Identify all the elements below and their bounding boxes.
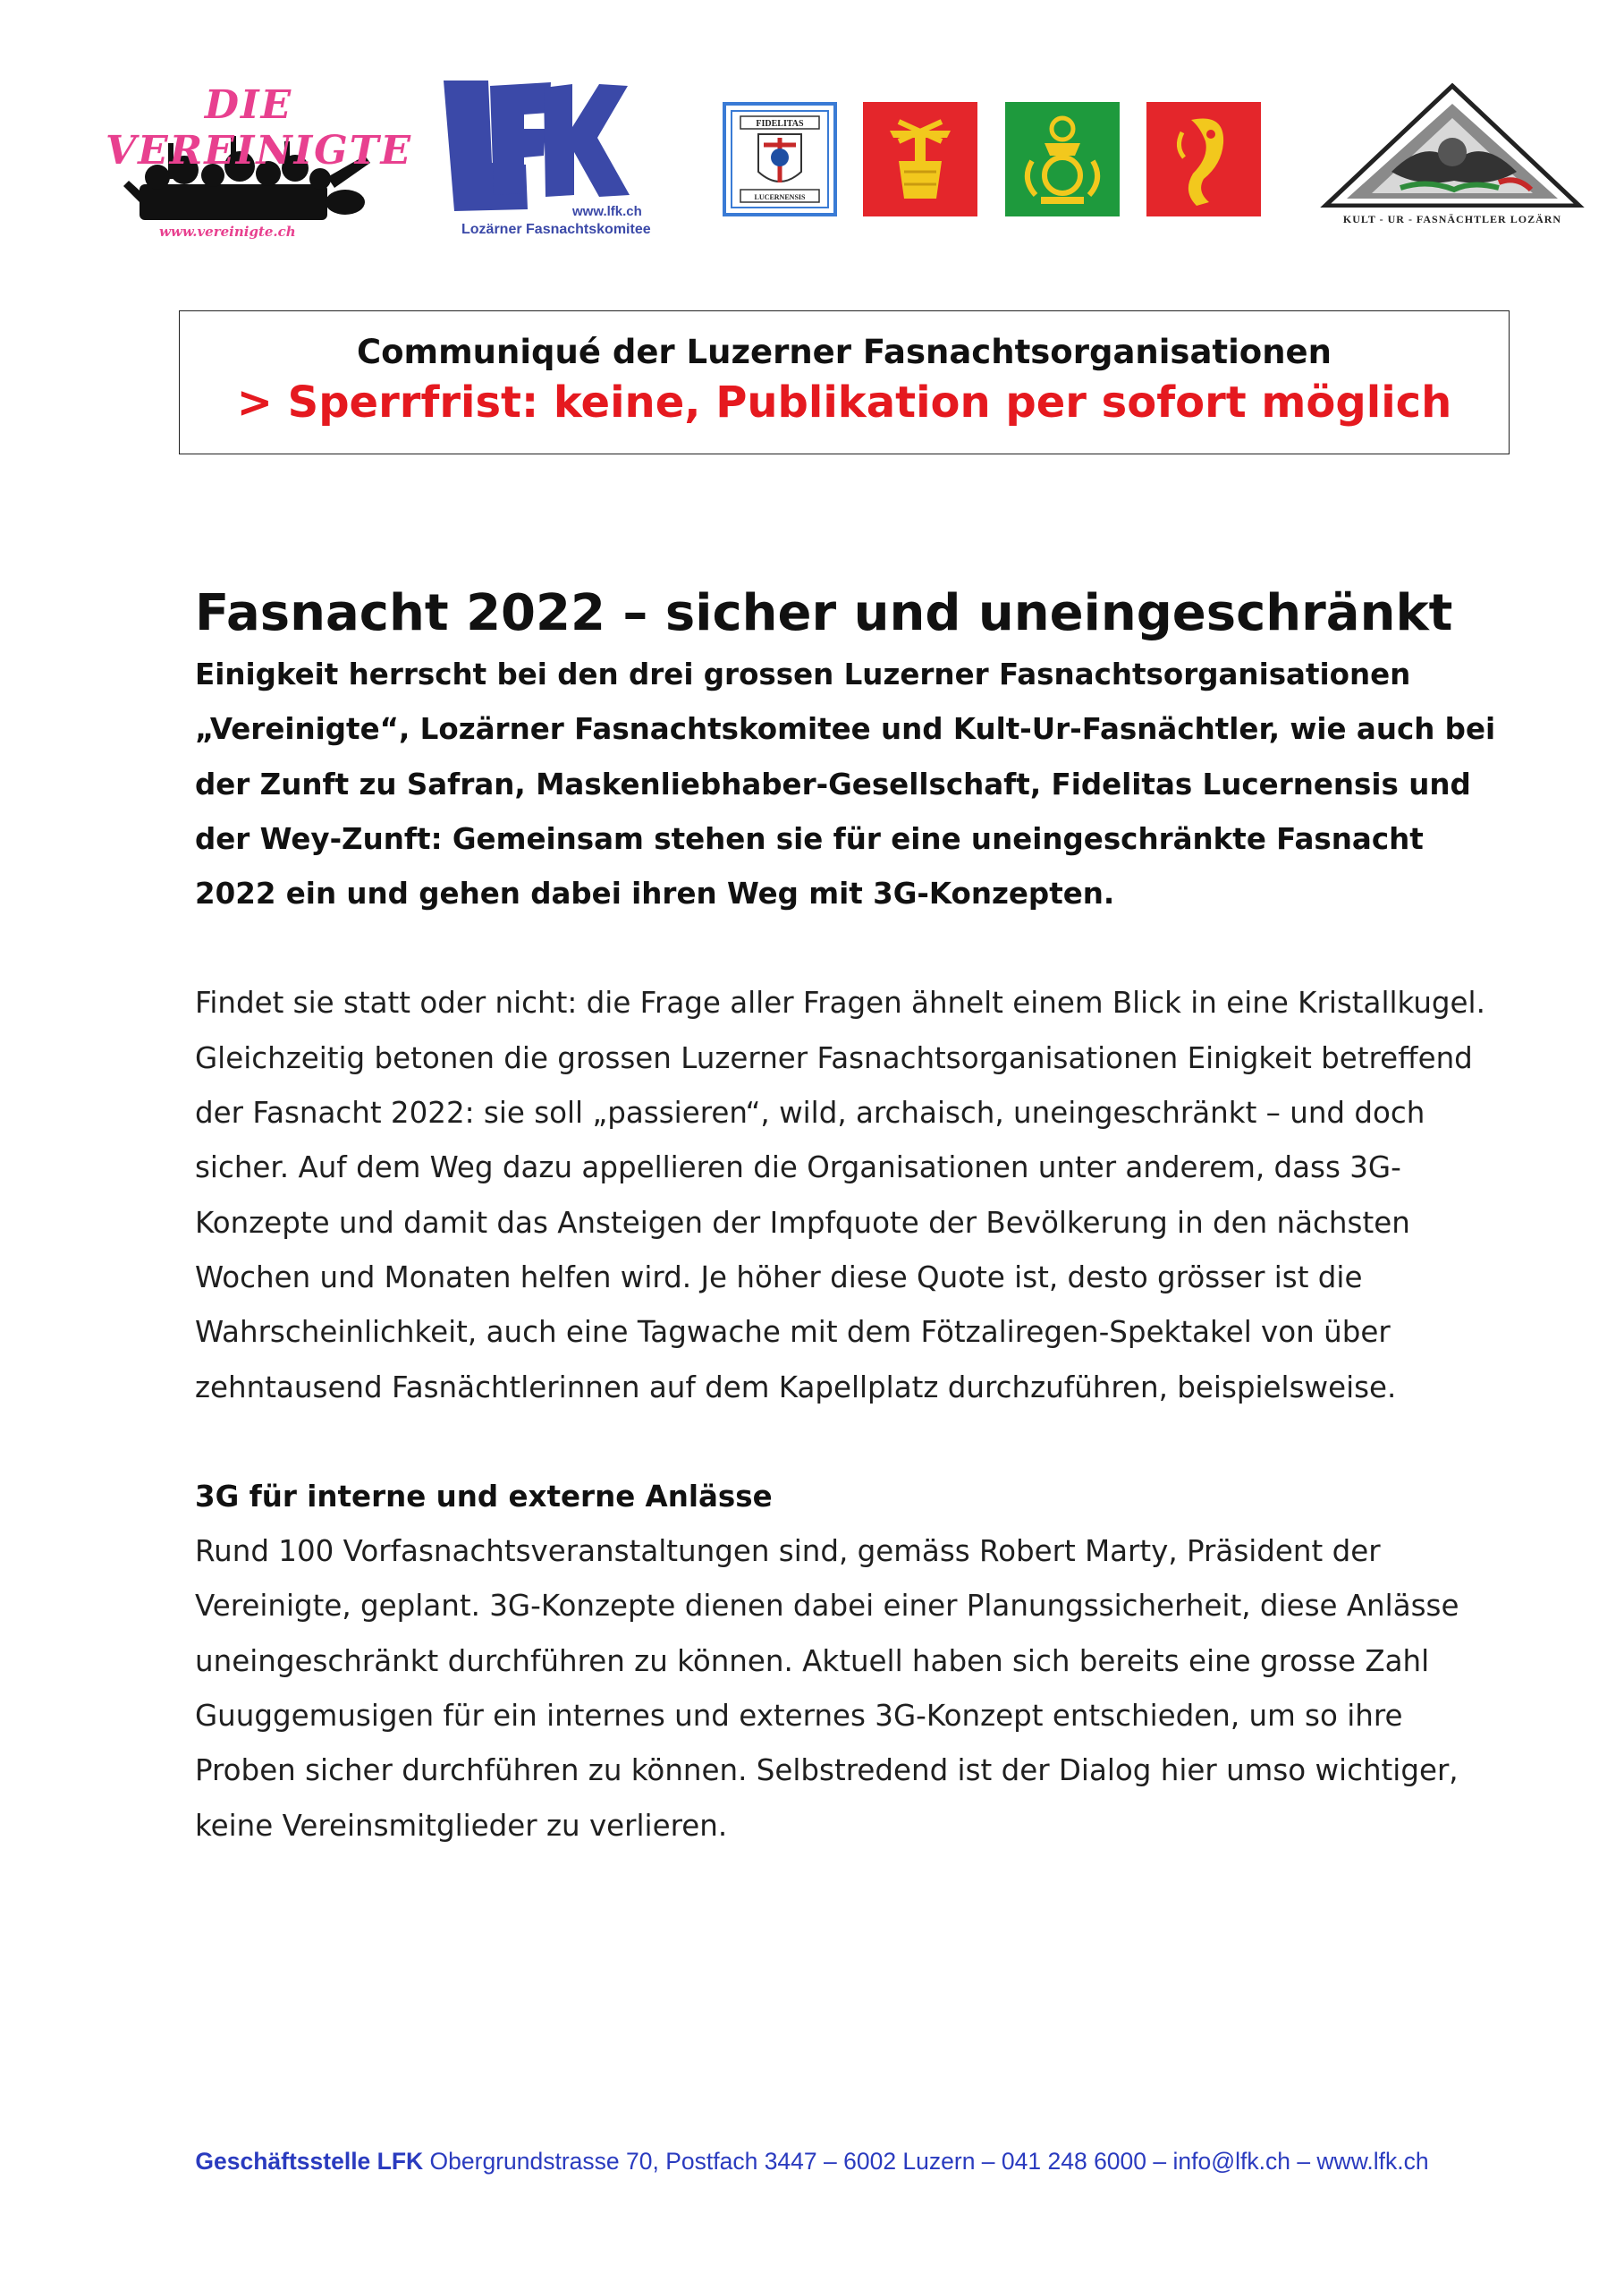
vereinigte-logo — [106, 70, 413, 254]
sperrfrist-notice: > Sperrfrist: keine, Publikation per sofort möglich — [236, 377, 1452, 428]
fidelitas-bottom-text: LUCERNENSIS — [754, 193, 806, 201]
vereinigte-url: www.vereinigte.ch — [159, 224, 296, 240]
lfk-name: Lozärner Fasnachtskomitee — [461, 222, 651, 237]
safran-crest — [863, 102, 977, 216]
wey-zunft-crest — [1146, 102, 1261, 216]
article-lead: Einigkeit herrscht bei den drei grossen Luzerner Fasnachtsorganisationen „Vereinigte“, Lozärner Fasnachtskomitee und Kult-Ur-Fasnächtler, wie auch bei der Zunft zu Safran, Maskenliebhaber-Gesellschaft, Fidelitas Lucernensis und der Wey-Zunft: Gemeinsam stehen sie für eine uneingeschränkte Fasnacht 2022 ein und gehen dabei ihren Weg mit 3G-Konzepten. — [195, 657, 1496, 912]
article-paragraph-2: Rund 100 Vorfasnachtsveranstaltungen sind, gemäss Robert Marty, Präsident der Vereinigte, geplant. 3G-Konzepte dienen dabei einer Planungssicherheit, diese Anlässe uneingeschränkt durchführen zu können. Aktuell haben sich bereits eine grosse Zahl Guuggemusigen für ein internes und externes 3G-Konzept entschieden, um so ihre Proben sicher durchführen zu können. Selbstredend ist der Dialog hier umso wichtiger, keine Vereinsmitglieder zu verlieren. — [195, 1534, 1459, 1843]
kult-triangle-icon — [1320, 82, 1585, 208]
article-subheading: 3G für interne und externe Anlässe — [195, 1479, 773, 1514]
fidelitas-crest-icon — [723, 102, 837, 216]
article — [195, 580, 1501, 1853]
lfk-url: www.lfk.ch — [572, 204, 642, 219]
fidelitas-crest — [723, 102, 837, 216]
safran-crest-icon — [863, 102, 977, 216]
maskenliebhaber-crest — [1005, 102, 1120, 216]
article-paragraph-1: Findet sie statt oder nicht: die Frage aller Fragen ähnelt einem Blick in eine Kristallkugel. Gleichzeitig betonen die grossen Luzerner Fasnachtsorganisationen Einigkeit betreffend der Fasnacht 2022: sie soll „passieren“, wild, archaisch, uneingeschränkt – und doch sicher. Auf dem Weg dazu appellieren die Organisationen unter anderem, dass 3G-Konzepte und damit das Ansteigen der Impfquote der Bevölkerung in den nächsten Wochen und Monaten helfen wird. Je höher diese Quote ist, desto grösser ist die Wahrscheinlichkeit, auch eine Tagwache mit dem Fötzaliregen-Spektakel von über zehntausend Fasnächtlerinnen auf dem Kapellplatz durchzuführen, beispielsweise. — [195, 986, 1485, 1404]
footer-address: Obergrundstrasse 70, Postfach 3447 – 6002 Luzern – 041 248 6000 – info@lfk.ch – www.lfk.ch — [429, 2148, 1429, 2175]
lfk-letters-icon — [438, 77, 653, 211]
communique-header-box — [179, 310, 1510, 454]
kult-caption: KULT - UR - FASNÄCHTLER LOZÄRN — [1342, 213, 1562, 225]
maskenliebhaber-crest-icon — [1005, 102, 1120, 216]
footer-contact — [0, 2148, 1624, 2176]
communique-title: Communiqué der Luzerner Fasnachtsorganisationen — [356, 333, 1332, 371]
lfk-logo — [438, 77, 653, 247]
footer-office: Geschäftsstelle LFK — [195, 2148, 424, 2175]
article-title: Fasnacht 2022 – sicher und uneingeschränkt — [195, 584, 1453, 642]
wey-zunft-crest-icon — [1146, 102, 1261, 216]
vereinigte-title: DIE VEREINIGTE — [106, 82, 413, 174]
fidelitas-top-text: FIDELITAS — [756, 119, 804, 129]
kult-ur-logo — [1320, 82, 1585, 233]
